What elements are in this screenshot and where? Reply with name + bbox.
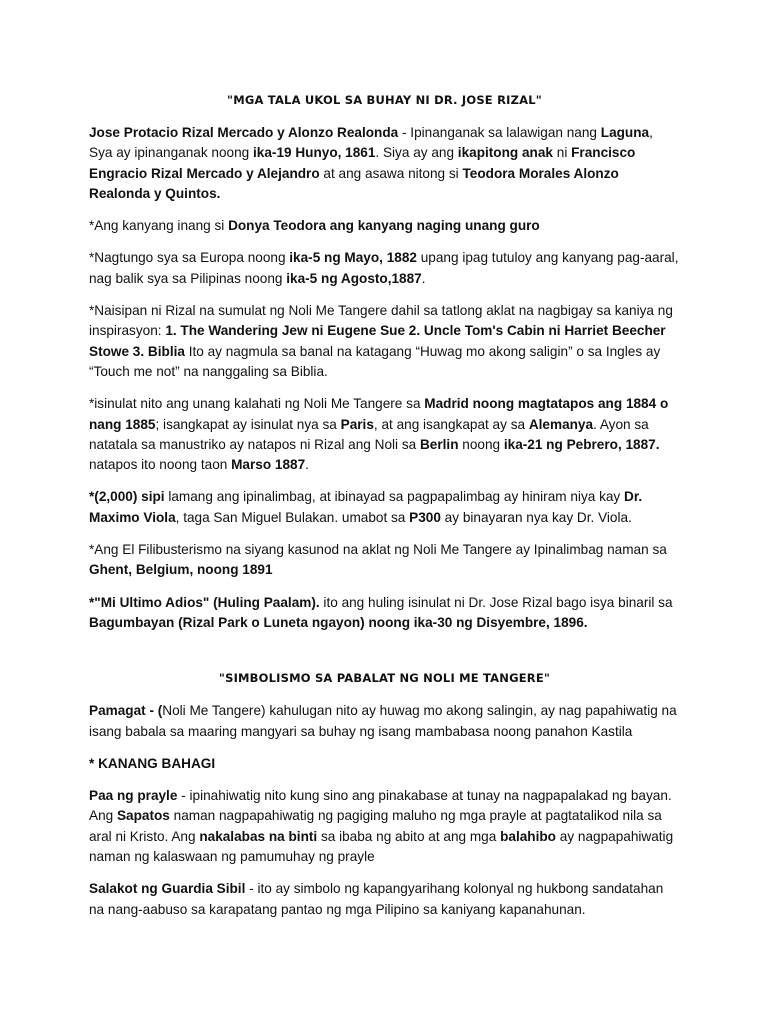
text: upang ipag tutuloy ang kanyang pag-aaral, nag balik sya sa Pilipinas noong xyxy=(89,250,679,286)
text: at ang asawa nitong si xyxy=(319,165,463,181)
text: natapos ito noong taon xyxy=(89,457,232,473)
bold-text: ika-5 ng Mayo, 1882 xyxy=(289,250,417,266)
text: sa ibaba ng abito at ang mga xyxy=(317,828,501,844)
paragraph xyxy=(89,216,680,236)
bold-text: Bagumbayan (Rizal Park o Luneta ngayon) noong ika-30 ng Disyembre, 1896. xyxy=(89,614,588,630)
bold-text: Pamagat - ( xyxy=(89,703,163,719)
text: Ito ay nagmula sa banal na katagang “Huwag mo akong saligin” o sa Ingles ay “Touch me not” na nanggaling sa Biblia. xyxy=(89,343,661,379)
text: - Ipinanganak sa lalawigan nang xyxy=(398,125,601,140)
bold-text: ika-19 Hunyo, 1861 xyxy=(253,145,376,161)
bold-text: * KANANG BAHAGI xyxy=(89,755,216,771)
bold-text: Laguna xyxy=(600,125,650,140)
bold-text: ika-21 ng Pebrero, 1887. xyxy=(503,436,660,452)
bold-text: Jose Protacio Rizal Mercado y Alonzo Realonda xyxy=(89,125,399,140)
text: naman nagpapahiwatig ng pagiging maluho ng mga prayle at pagtatalikod nila sa aral ni Kristo. Ang xyxy=(89,808,662,844)
text: *Ang kanyang inang si xyxy=(89,218,229,234)
bold-text: Paa ng prayle xyxy=(89,788,178,804)
bold-text: Dr. Maximo Viola xyxy=(89,489,643,525)
text: - ito ay simbolo ng kapangyarihang kolonyal ng hukbong sandatahan na nang-aabuso sa karapatang pantao ng mga Pilipino sa kaniyang kapanahunan. xyxy=(89,881,664,917)
bold-text: Alemanya xyxy=(528,416,594,432)
bold-text: balahibo xyxy=(500,828,556,844)
section-gap xyxy=(89,645,680,670)
bold-text: Francisco Engracio Rizal Mercado y Alejandro xyxy=(89,145,636,181)
paragraph xyxy=(89,123,680,204)
text: ; isangkapat ay isinulat nya sa xyxy=(155,416,341,432)
text: . Siya ay ang xyxy=(375,145,458,161)
bold-text: 1. The Wandering Jew ni Eugene Sue 2. Uncle Tom's Cabin ni Harriet Beecher Stowe 3. Biblia xyxy=(89,323,666,359)
text: *Ang El Filibusterismo na siyang kasunod na aklat ng Noli Me Tangere ay Ipinalimbag naman sa xyxy=(89,542,667,558)
text: . Ayon sa natatala sa manustriko ay natapos ni Rizal ang Noli sa xyxy=(89,416,649,452)
bold-text: ika-5 ng Agosto,1887 xyxy=(286,270,422,286)
text: - ipinahiwatig nito kung sino ang pinakabase at tunay na nagpapalakad ng bayan. Ang xyxy=(89,788,672,824)
text: *Naisipan ni Rizal na sumulat ng Noli Me Tangere dahil sa tatlong aklat na nagbigay sa kaniya ng inspirasyon: xyxy=(89,303,673,339)
paragraph xyxy=(89,593,680,634)
bold-text: Berlin xyxy=(419,436,459,452)
text: Noli Me Tangere) kahulugan nito ay huwag mo akong salingin, ay nag papahiwatig na isang babala sa maaring mangyari sa buhay ng isang mambabasa noong panahon Kastila xyxy=(89,703,677,739)
text: noong xyxy=(458,436,504,452)
text: , at ang isangkapat ay sa xyxy=(373,416,529,432)
text: ay binayaran nya kay Dr. Viola. xyxy=(440,509,632,525)
paragraph xyxy=(89,540,680,581)
paragraph xyxy=(89,248,680,289)
bold-text: *"Mi Ultimo Adios" (Huling Paalam). xyxy=(89,594,320,610)
bold-text: Salakot ng Guardia Sibil xyxy=(89,881,246,897)
text: , Sya ay ipinanganak noong xyxy=(89,125,653,161)
bold-text: Madrid noong magtatapos ang 1884 o nang 1885 xyxy=(89,396,669,432)
paragraph xyxy=(89,754,680,774)
paragraph xyxy=(89,879,680,920)
section-title-cover-symbolism: "SIMBOLISMO SA PABALAT NG NOLI ME TANGERE" xyxy=(218,671,551,686)
section-cover-symbolism-body xyxy=(89,701,680,920)
bold-text: nakalabas na binti xyxy=(199,828,318,844)
bold-text: P300 xyxy=(409,509,441,525)
text: ni xyxy=(552,145,572,161)
text: *Nagtungo sya sa Europa noong xyxy=(89,250,290,266)
paragraph xyxy=(89,301,680,382)
bold-text: ikapitong anak xyxy=(457,145,553,161)
text: lamang ang ipinalimbag, at ibinayad sa pagpapalimbag ay hiniram niya kay xyxy=(164,489,625,505)
text: ito ang huling isinulat ni Dr. Jose Rizal bago isya binaril sa xyxy=(319,594,673,610)
text: *isinulat nito ang unang kalahati ng Noli Me Tangere sa xyxy=(89,396,425,412)
paragraph xyxy=(89,786,680,867)
bold-text: Teodora Morales Alonzo Realonda y Quintos. xyxy=(89,165,619,201)
bold-text: Ghent, Belgium, noong 1891 xyxy=(89,562,273,578)
paragraph xyxy=(89,487,680,528)
paragraph xyxy=(89,394,680,475)
bold-text: *(2,000) sipi xyxy=(89,489,165,505)
text: , taga San Miguel Bulakan. umabot sa xyxy=(175,509,410,525)
section-title-rizal-notes: "MGA TALA UKOL SA BUHAY NI DR. JOSE RIZAL" xyxy=(227,93,542,107)
section-rizal-notes-body xyxy=(89,123,680,633)
text: . xyxy=(305,457,309,473)
bold-text: Paris xyxy=(340,416,374,432)
paragraph xyxy=(89,701,680,742)
bold-text: Donya Teodora ang kanyang naging unang guro xyxy=(228,218,540,234)
bold-text: Sapatos xyxy=(116,808,170,824)
text: . xyxy=(421,270,426,286)
bold-text: Marso 1887 xyxy=(231,457,306,473)
text: ay nagpapahiwatig naman ng kalaswaan ng pamumuhay ng prayle xyxy=(89,828,674,865)
